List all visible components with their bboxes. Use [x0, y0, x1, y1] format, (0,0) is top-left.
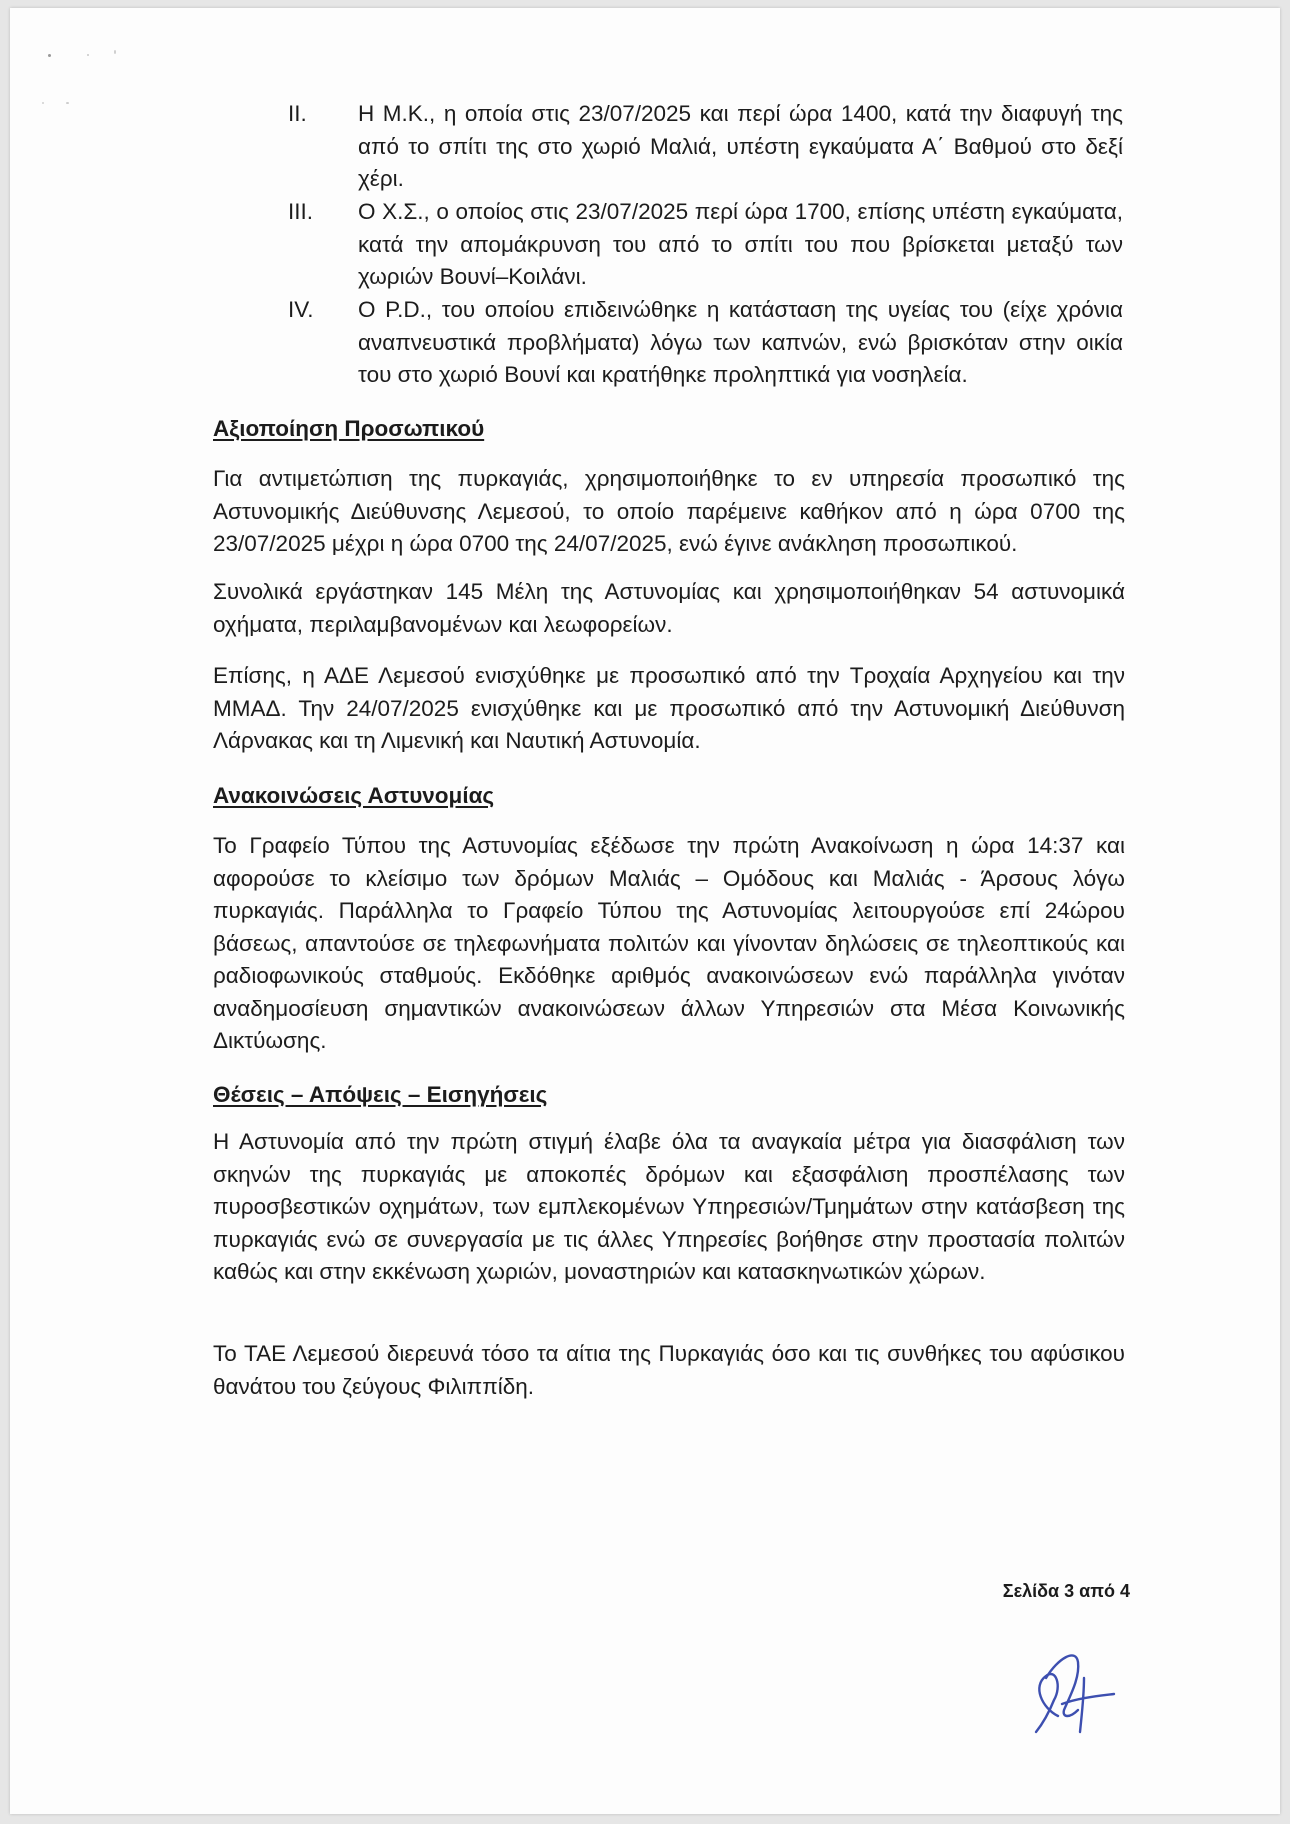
section-heading-positions: Θέσεις – Απόψεις – Εισηγήσεις — [213, 1082, 548, 1107]
page-number: Σελίδα 3 από 4 — [1002, 1581, 1130, 1601]
list-item-number: III. — [288, 199, 314, 224]
document-page — [10, 8, 1280, 1814]
list-item-number: II. — [288, 101, 307, 126]
signature-image — [1018, 1648, 1128, 1743]
paragraph: Το Γραφείο Τύπου της Αστυνομίας εξέδωσε την πρώτη Ανακοίνωση η ώρα 14:37 και αφορούσε το κλείσιμο των δρόμων Μαλιάς – Ομόδους και Μαλιάς - Άρσους λόγω πυρκαγιάς. Παράλληλα το Γραφείο Τύπου της Αστυνομίας λειτουργούσε επί 24ώρου βάσεως, απαντούσε σε τηλεφωνήματα πολιτών και γίνονταν δηλώσεις σε τηλεοπτικούς και ραδιοφωνικούς σταθμούς. Εκδόθηκε αριθμός ανακοινώσεων ενώ παράλληλα γινόταν αναδημοσίευση σημαντικών ανακοινώσεων άλλων Υπηρεσιών στα Μέσα Κοινωνικής Δικτύωσης. — [213, 833, 1125, 1053]
list-item-text: Ο Χ.Σ., ο οποίος στις 23/07/2025 περί ώρα 1700, επίσης υπέστη εγκαύματα, κατά την απομάκρυνση του από το σπίτι του που βρίσκεται μεταξύ των χωριών Βουνί–Κοιλάνι. — [358, 199, 1123, 289]
scan-specks — [42, 50, 132, 120]
section-heading-announcements: Ανακοινώσεις Αστυνομίας — [213, 783, 495, 808]
paragraph: Συνολικά εργάστηκαν 145 Μέλη της Αστυνομίας και χρησιμοποιήθηκαν 54 αστυνομικά οχήματα, περιλαμβανομένων και λεωφορείων. — [213, 579, 1125, 637]
paragraph: Το ΤΑΕ Λεμεσού διερευνά τόσο τα αίτια της Πυρκαγιάς όσο και τις συνθήκες του αφύσικου θανάτου του ζεύγους Φιλιππίδη. — [213, 1341, 1125, 1399]
list-item-number: IV. — [288, 297, 314, 322]
list-item-text: Η Μ.Κ., η οποία στις 23/07/2025 και περί ώρα 1400, κατά την διαφυγή της από το σπίτι της στο χωριό Μαλιά, υπέστη εγκαύματα Α΄ Βαθμού στο δεξί χέρι. — [358, 101, 1123, 191]
list-item — [288, 98, 1123, 196]
paragraph: Για αντιμετώπιση της πυρκαγιάς, χρησιμοποιήθηκε το εν υπηρεσία προσωπικό της Αστυνομικής Διεύθυνσης Λεμεσού, το οποίο παρέμεινε καθήκον από η ώρα 0700 της 23/07/2025 μέχρι η ώρα 0700 της 24/07/2025, ενώ έγινε ανάκληση προσωπικού. — [213, 466, 1125, 556]
section-heading-personnel: Αξιοποίηση Προσωπικού — [213, 416, 485, 441]
paragraph: Επίσης, η ΑΔΕ Λεμεσού ενισχύθηκε με προσωπικό από την Τροχαία Αρχηγείου και την ΜΜΑΔ. Την 24/07/2025 ενισχύθηκε και με προσωπικό από την Αστυνομική Διεύθυνση Λάρνακας και τη Λιμενική και Ναυτική Αστυνομία. — [213, 663, 1125, 753]
paragraph: Η Αστυνομία από την πρώτη στιγμή έλαβε όλα τα αναγκαία μέτρα για διασφάλιση των σκηνών της πυρκαγιάς με αποκοπές δρόμων και εξασφάλιση προσπέλασης των πυροσβεστικών οχημάτων, των εμπλεκομένων Υπηρεσιών/Τμημάτων στην κατάσβεση της πυρκαγιάς ενώ σε συνεργασία με τις άλλες Υπηρεσίες βοήθησε στην προστασία πολιτών καθώς και στην εκκένωση χωριών, μοναστηριών και κατασκηνωτικών χώρων. — [213, 1129, 1125, 1284]
list-item-text: Ο P.D., του οποίου επιδεινώθηκε η κατάσταση της υγείας του (είχε χρόνια αναπνευστικά προβλήματα) λόγω των καπνών, ενώ βρισκόταν στην οικία του στο χωριό Βουνί και κρατήθηκε προληπτικά για νοσηλεία. — [358, 297, 1123, 387]
list-item — [288, 294, 1123, 392]
list-item — [288, 196, 1123, 294]
